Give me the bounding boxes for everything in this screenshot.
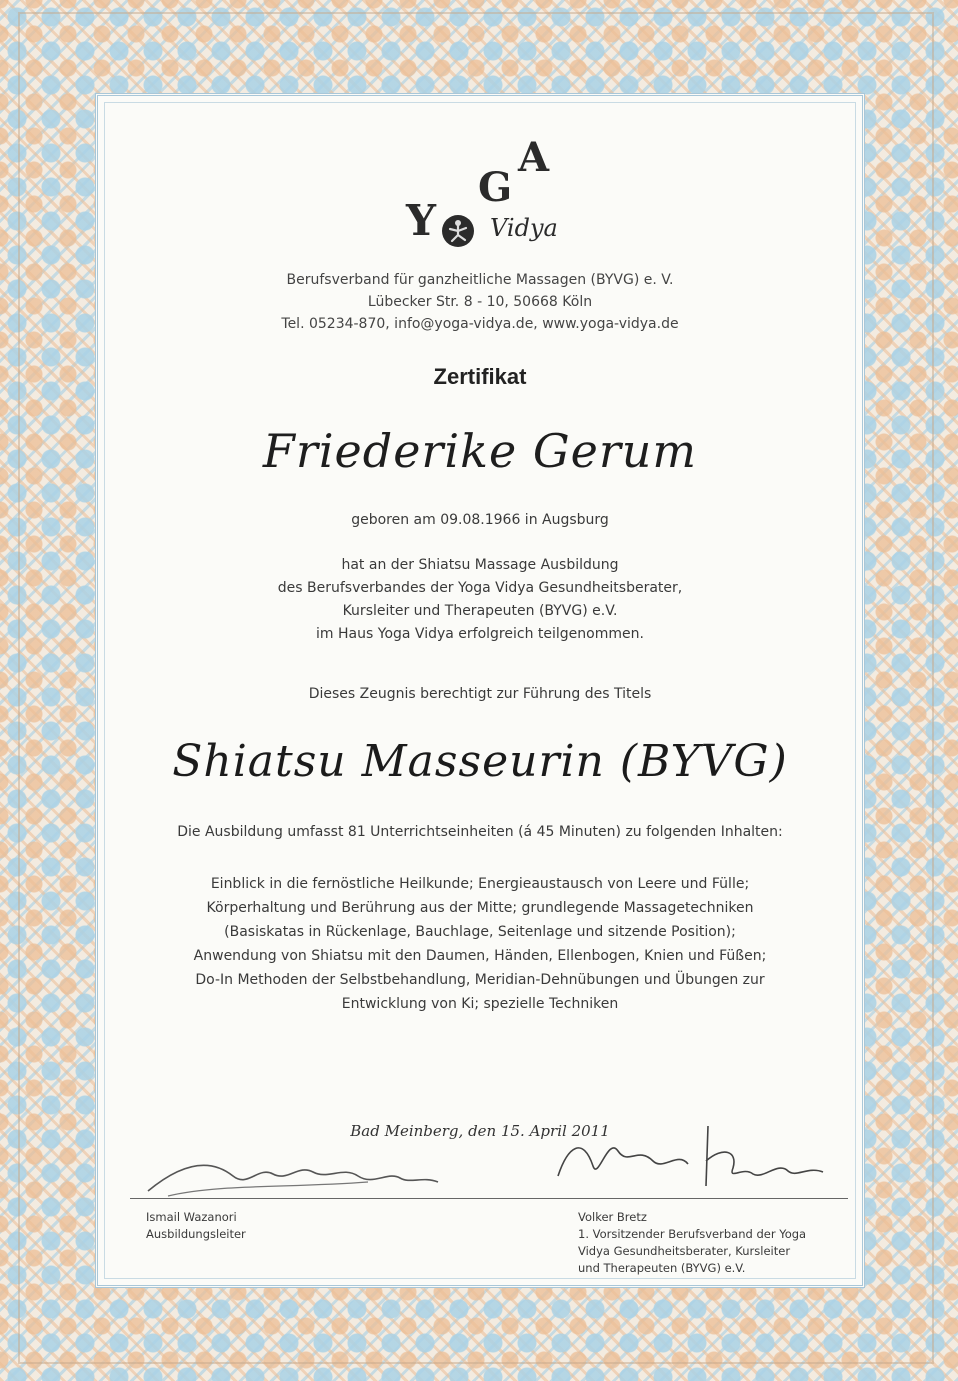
organization-contact: Tel. 05234-870, info@yoga-vidya.de, www.yoga-vidya.de: [281, 316, 679, 332]
signatory-right-role-line: 1. Vorsitzender Berufsverband der Yoga: [578, 1227, 807, 1241]
content-line: Körperhaltung und Berührung aus der Mitte; grundlegende Massagetechniken: [206, 900, 754, 916]
organization-street: Lübecker Str. 8 - 10, 50668 Köln: [367, 294, 593, 310]
signature-right: [538, 1106, 838, 1201]
participation-statement: [98, 554, 862, 646]
signatory-right-role-line: und Therapeuten (BYVG) e.V.: [578, 1261, 746, 1275]
logo-letter-a: A: [518, 134, 550, 181]
logo-letter-y: Y: [406, 196, 436, 245]
content-line: Entwicklung von Ki; spezielle Techniken: [341, 996, 619, 1012]
signatory-left-name: Ismail Wazanori: [146, 1210, 237, 1224]
yoga-vidya-logo: [394, 134, 574, 254]
signatory-right-name: Volker Bretz: [578, 1210, 647, 1224]
certificate-page: [95, 93, 865, 1288]
statement-line: im Haus Yoga Vidya erfolgreich teilgenommen.: [316, 626, 644, 642]
statement-line: Kursleiter und Therapeuten (BYVG) e.V.: [342, 603, 618, 619]
certificate-title: Zertifikat: [433, 364, 527, 389]
organization-name: Berufsverband für ganzheitliche Massagen (BYVG) e. V.: [286, 272, 674, 288]
statement-line: des Berufsverbandes der Yoga Vidya Gesundheitsberater,: [277, 580, 683, 596]
signatory-left: [146, 1209, 246, 1243]
place-and-date: Bad Meinberg, den 15. April 2011: [350, 1122, 610, 1140]
title-entitlement: Dieses Zeugnis berechtigt zur Führung des Titels: [308, 686, 652, 702]
training-contents: [98, 872, 862, 1016]
signatory-right: [578, 1209, 806, 1277]
signature-line: [130, 1198, 848, 1199]
content-line: (Basiskatas in Rückenlage, Bauchlage, Seitenlage und sitzende Position);: [224, 924, 736, 940]
organization-address: [98, 269, 862, 335]
birth-info: geboren am 09.08.1966 in Augsburg: [351, 512, 609, 528]
signature-left: [138, 1136, 458, 1206]
signatory-right-role-line: Vidya Gesundheitsberater, Kursleiter: [578, 1244, 791, 1258]
training-scope: Die Ausbildung umfasst 81 Unterrichtseinheiten (á 45 Minuten) zu folgenden Inhalten:: [177, 824, 783, 840]
yoga-figure-icon: [441, 214, 475, 248]
recipient-name: Friederike Gerum: [262, 424, 698, 478]
content-line: Do-In Methoden der Selbstbehandlung, Meridian-Dehnübungen und Übungen zur: [195, 972, 765, 988]
logo-subtitle: Vidya: [490, 214, 558, 242]
signatory-left-role: Ausbildungsleiter: [146, 1227, 246, 1241]
statement-line: hat an der Shiatsu Massage Ausbildung: [341, 557, 619, 573]
content-line: Einblick in die fernöstliche Heilkunde; Energieaustausch von Leere und Fülle;: [210, 876, 750, 892]
content-line: Anwendung von Shiatsu mit den Daumen, Händen, Ellenbogen, Knien und Füßen;: [193, 948, 767, 964]
degree-title: Shiatsu Masseurin (BYVG): [172, 736, 788, 787]
logo-letter-g: G: [478, 164, 513, 211]
